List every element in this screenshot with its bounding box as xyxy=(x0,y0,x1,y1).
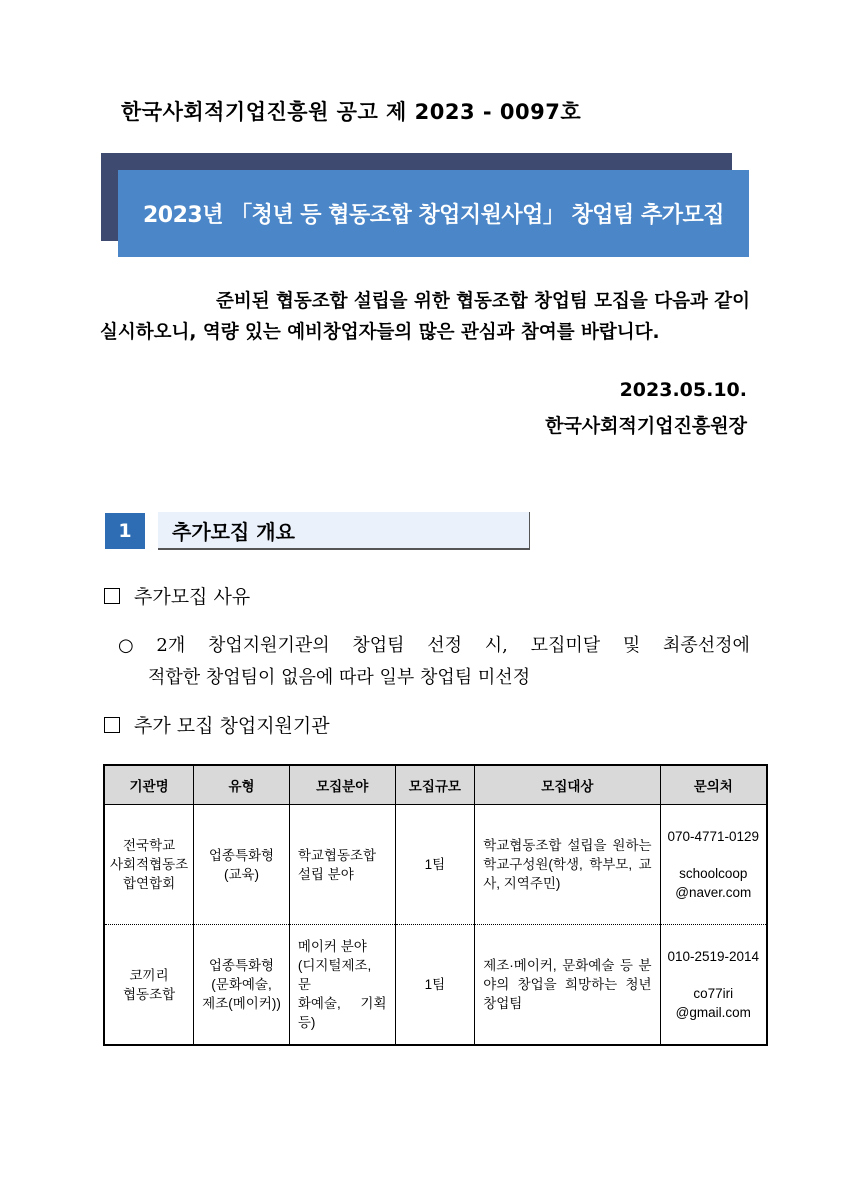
table-row xyxy=(104,805,767,925)
column-header-size: 모집규모 xyxy=(395,765,475,805)
text-line: 업종특화형 xyxy=(208,958,275,973)
column-header-name: 기관명 xyxy=(104,765,194,805)
circle-bullet-icon: ○ xyxy=(118,635,134,656)
issuer-name: 한국사회적기업진흥원장 xyxy=(545,415,747,437)
agency-type xyxy=(194,805,290,925)
reason-word: 창업지원기관의 xyxy=(207,635,330,656)
text-line: 코끼리 xyxy=(129,967,169,983)
contact-email: schoolcoop xyxy=(679,866,748,881)
contact-phone: 070-4771-0129 xyxy=(667,829,760,844)
agency-target: 제조·메이커, 문화예술 등 분야의 창업을 희망하는 청년 창업팀 xyxy=(475,925,660,1046)
notice-number: 한국사회적기업진흥원 공고 제 2023 - 0097호 xyxy=(121,100,582,124)
checkbox-icon xyxy=(104,717,120,733)
agency-contact xyxy=(660,925,767,1046)
text-line: 업종특화형 xyxy=(208,847,275,863)
notice-date: 2023.05.10. xyxy=(619,379,747,401)
reason-word: 2개 xyxy=(156,635,186,656)
agency-type xyxy=(194,925,290,1046)
reason-heading-text: 추가모집 사유 xyxy=(134,586,251,608)
contact-email-domain: @gmail.com xyxy=(675,1005,751,1020)
reason-word: 시, xyxy=(484,635,508,656)
text-line: (문화예술, xyxy=(211,977,272,992)
reason-heading xyxy=(104,582,250,609)
agencies-table xyxy=(103,764,768,1046)
agency-name xyxy=(104,805,194,925)
reason-word: 모집미달 xyxy=(530,635,601,656)
reason-word: 창업팀 xyxy=(352,635,405,656)
banner-title: 2023년 「청년 등 협동조합 창업지원사업」 창업팀 추가모집 xyxy=(143,203,724,228)
column-header-field: 모집분야 xyxy=(289,765,395,805)
text-line: (교육) xyxy=(223,866,260,882)
table-header-row xyxy=(104,765,767,805)
agency-field xyxy=(289,925,395,1046)
reason-line-1 xyxy=(118,630,750,662)
agency-field xyxy=(289,805,395,925)
section-title: 추가모집 개요 xyxy=(172,519,295,544)
text-line: 메이커 분야 xyxy=(297,939,367,954)
agencies-heading xyxy=(104,711,330,738)
agency-name xyxy=(104,925,194,1046)
agencies-heading-text: 추가 모집 창업지원기관 xyxy=(134,715,330,737)
text-line: 협동조합 xyxy=(123,986,176,1002)
text-line: 전국학교 xyxy=(123,838,176,853)
column-header-contact: 문의처 xyxy=(660,765,767,805)
text-line: 제조(메이커)) xyxy=(202,996,281,1011)
text-line: 설립 분야 xyxy=(297,866,354,882)
table-row xyxy=(104,925,767,1046)
intro-paragraph xyxy=(100,286,750,348)
intro-line-1: 준비된 협동조합 설립을 위한 협동조합 창업팀 모집을 다음과 같이 xyxy=(215,291,750,312)
title-banner xyxy=(118,170,749,257)
agency-contact xyxy=(660,805,767,925)
agency-size: 1팀 xyxy=(395,805,475,925)
reason-word: 및 xyxy=(622,635,641,656)
contact-phone: 010-2519-2014 xyxy=(667,949,760,964)
text-line: 합연합회 xyxy=(123,876,176,891)
agency-size: 1팀 xyxy=(395,925,475,1046)
reason-word: 선정 xyxy=(427,635,463,656)
reason-word: 최종선정에 xyxy=(662,635,750,656)
agency-target: 학교협동조합 설립을 원하는 학교구성원(학생, 학부모, 교사, 지역주민) xyxy=(475,805,660,925)
column-header-target: 모집대상 xyxy=(475,765,660,805)
contact-email-domain: @naver.com xyxy=(675,885,752,900)
section-title-box xyxy=(158,512,530,550)
intro-line-2: 실시하오니, 역량 있는 예비창업자들의 많은 관심과 참여를 바랍니다. xyxy=(100,322,660,343)
reason-line-2: 적합한 창업팀이 없음에 따라 일부 창업팀 미선정 xyxy=(148,667,531,688)
section-number: 1 xyxy=(105,513,145,549)
contact-email: co77iri xyxy=(693,986,734,1001)
text-line: 학교협동조합 xyxy=(297,847,377,863)
text-line: 화예술, 기획 등) xyxy=(297,996,387,1030)
reason-bullet xyxy=(118,630,750,694)
checkbox-icon xyxy=(104,588,120,604)
column-header-type: 유형 xyxy=(194,765,290,805)
text-line: (디지털제조, 문 xyxy=(297,958,372,992)
text-line: 사회적협동조 xyxy=(109,857,189,872)
